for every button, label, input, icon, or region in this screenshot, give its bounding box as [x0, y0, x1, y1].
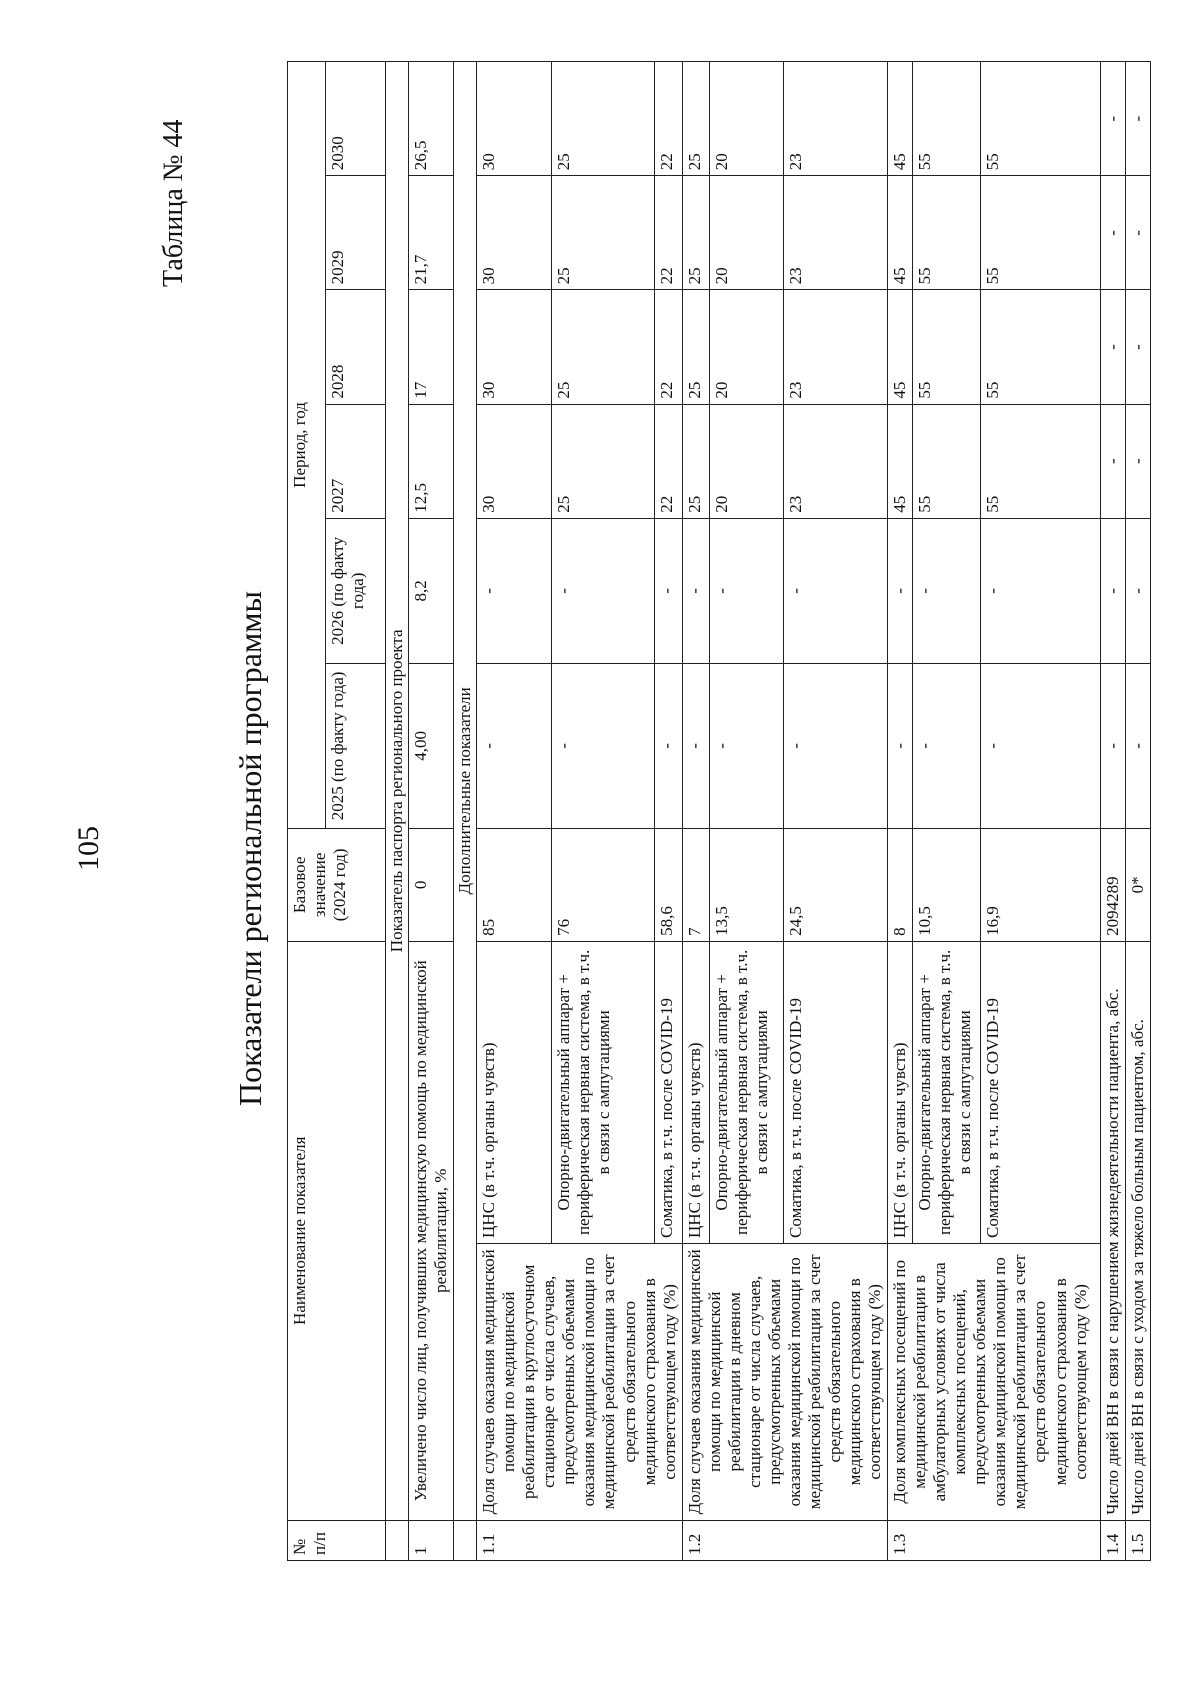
table-cell: 1 — [409, 1520, 454, 1560]
table-cell: 30 — [477, 404, 552, 518]
table-cell: Опорно-двигательный аппарат + периферическая нервная система, в т.ч. в связи с ампутациями — [552, 941, 654, 1243]
table-cell: 4,00 — [409, 663, 454, 828]
table-cell: - — [710, 518, 784, 663]
table-cell: - — [981, 518, 1101, 663]
table-cell: 45 — [888, 404, 913, 518]
table-cell: - — [682, 518, 709, 663]
section-passport: Показатель паспорта регионального проекта — [386, 62, 409, 1521]
table-cell: 22 — [654, 62, 682, 176]
table-cell: 23 — [784, 290, 888, 404]
table-cell: - — [981, 663, 1101, 828]
table-cell: 12,5 — [409, 404, 454, 518]
table-cell: - — [654, 518, 682, 663]
table-cell: 20 — [710, 290, 784, 404]
table-cell: - — [1101, 176, 1126, 290]
table-cell: 45 — [888, 176, 913, 290]
table-cell: 45 — [888, 290, 913, 404]
table-cell: 55 — [981, 404, 1101, 518]
header-2028: 2028 — [326, 290, 386, 404]
table-cell: - — [888, 663, 913, 828]
table-cell: 58,6 — [654, 828, 682, 941]
table-cell: Доля комплексных посещений по медицинской реабилитации в амбулаторных условиях от числа комплексных посещений, предусмотренных объемами оказания медицинской помощи по медицинской реабилитации за счет средств обязательного медицинского страхования в соответствующем году (%) — [888, 1243, 1101, 1520]
table-cell: - — [913, 518, 981, 663]
table-cell: 55 — [981, 290, 1101, 404]
table-cell: - — [913, 663, 981, 828]
table-cell: 55 — [981, 62, 1101, 176]
table-cell: 16,9 — [981, 828, 1101, 941]
section-additional: Дополнительные показатели — [454, 62, 477, 1521]
table-cell: - — [784, 518, 888, 663]
table-cell: - — [1126, 404, 1151, 518]
table-cell: Доля случаев оказания медицинской помощи по медицинской реабилитации в круглосуточном стационаре от числа случаев, предусмотренных объемами оказания медицинской помощи по медицинской реабилитации за счет средств обязательного медицинского страхования в соответствующем году (%) — [477, 1243, 682, 1520]
table-row — [409, 62, 454, 1561]
section-row-additional — [454, 62, 477, 1561]
header-period: Период, год — [288, 62, 326, 829]
section-blank — [386, 1520, 409, 1560]
table-cell: 76 — [552, 828, 654, 941]
table-cell: - — [552, 518, 654, 663]
table-cell: - — [1126, 290, 1151, 404]
table-cell: Соматика, в т.ч. после COVID-19 — [981, 941, 1101, 1243]
table-cell: 1.4 — [1101, 1520, 1126, 1560]
table-cell: 55 — [913, 404, 981, 518]
table-cell: Опорно-двигательный аппарат + периферическая нервная система, в т.ч. в связи с ампутациями — [913, 941, 981, 1243]
table-cell: 20 — [710, 176, 784, 290]
table-cell: - — [1126, 62, 1151, 176]
table-cell: 23 — [784, 404, 888, 518]
table-cell: - — [1126, 518, 1151, 663]
table-cell: 17 — [409, 290, 454, 404]
table-cell: - — [1101, 290, 1126, 404]
table-cell: - — [477, 518, 552, 663]
table-cell: - — [1101, 663, 1126, 828]
table-cell: 85 — [477, 828, 552, 941]
table-cell: 25 — [552, 290, 654, 404]
table-cell: Число дней ВН в связи с нарушением жизнедеятельности пациента, абс. — [1101, 941, 1126, 1520]
table-cell: 0* — [1126, 828, 1151, 941]
table-cell: - — [1101, 62, 1126, 176]
header-2029: 2029 — [326, 176, 386, 290]
table-row — [1101, 62, 1126, 1561]
table-cell: - — [1101, 404, 1126, 518]
header-name: Наименование показателя — [288, 941, 386, 1520]
table-cell: 7 — [682, 828, 709, 941]
header-base: Базовое значение (2024 год) — [288, 828, 386, 941]
table-cell: 22 — [654, 404, 682, 518]
table-row — [1126, 62, 1151, 1561]
table-cell: Число дней ВН в связи с уходом за тяжело больным пациентом, абс. — [1126, 941, 1151, 1520]
header-2025: 2025 (по факту года) — [326, 663, 386, 828]
table-cell: - — [1126, 176, 1151, 290]
table-cell: 1.2 — [682, 1520, 887, 1560]
table-row — [888, 62, 913, 1561]
table-cell: 55 — [913, 176, 981, 290]
table-cell: - — [1101, 518, 1126, 663]
table-cell: 45 — [888, 62, 913, 176]
table-cell: 1.1 — [477, 1520, 682, 1560]
table-cell: - — [654, 663, 682, 828]
table-cell: Соматика, в т.ч. после COVID-19 — [784, 941, 888, 1243]
table-cell: 20 — [710, 404, 784, 518]
header-2030: 2030 — [326, 62, 386, 176]
table-cell: 8,2 — [409, 518, 454, 663]
table-cell: 25 — [682, 176, 709, 290]
table-cell: Соматика, в т.ч. после COVID-19 — [654, 941, 682, 1243]
table-cell: 55 — [981, 176, 1101, 290]
table-cell: ЦНС (в т.ч. органы чувств) — [888, 941, 913, 1243]
table-cell: - — [784, 663, 888, 828]
table-cell: 25 — [552, 404, 654, 518]
page-number: 105 — [72, 826, 105, 871]
section-blank — [454, 1520, 477, 1560]
table-cell: 55 — [913, 290, 981, 404]
page-title: Показатели региональной программы — [232, 591, 268, 1106]
table-cell: 25 — [682, 404, 709, 518]
table-cell: 25 — [682, 290, 709, 404]
table-cell: Доля случаев оказания медицинской помощи по медицинской реабилитации в дневном стационаре от числа случаев, предусмотренных объемами оказания медицинской помощи по медицинской реабилитации за счет средств обязательного медицинского страхования в соответствующем году (%) — [682, 1243, 887, 1520]
table-cell: 30 — [477, 62, 552, 176]
table-cell: - — [477, 663, 552, 828]
table-cell: - — [552, 663, 654, 828]
indicators-table — [287, 61, 1151, 1561]
table-cell: 30 — [477, 176, 552, 290]
header-2026: 2026 (по факту года) — [326, 518, 386, 663]
table-cell: 0 — [409, 828, 454, 941]
table-cell: 25 — [552, 176, 654, 290]
table-cell: 25 — [552, 62, 654, 176]
table-cell: 24,5 — [784, 828, 888, 941]
header-2027: 2027 — [326, 404, 386, 518]
table-cell: 2094289 — [1101, 828, 1126, 941]
table-cell: 26,5 — [409, 62, 454, 176]
header-row — [288, 62, 326, 1561]
table-cell: 23 — [784, 62, 888, 176]
table-cell: 30 — [477, 290, 552, 404]
table-cell: - — [888, 518, 913, 663]
table-cell: 8 — [888, 828, 913, 941]
table-cell: - — [682, 663, 709, 828]
table-number: Таблица № 44 — [158, 119, 189, 287]
table-cell: 23 — [784, 176, 888, 290]
table-cell: ЦНС (в т.ч. органы чувств) — [477, 941, 552, 1243]
table-cell: 25 — [682, 62, 709, 176]
table-cell: 20 — [710, 62, 784, 176]
table-cell: - — [1126, 663, 1151, 828]
table-row — [682, 62, 709, 1561]
table-cell: 13,5 — [710, 828, 784, 941]
table-cell: 55 — [913, 62, 981, 176]
table-cell: 21,7 — [409, 176, 454, 290]
header-num: № п/п — [288, 1520, 386, 1560]
table-cell: 10,5 — [913, 828, 981, 941]
section-row-passport — [386, 62, 409, 1561]
table-cell: 22 — [654, 290, 682, 404]
table-row — [477, 62, 552, 1561]
table-cell: ЦНС (в т.ч. органы чувств) — [682, 941, 709, 1243]
table-cell: 1.3 — [888, 1520, 1101, 1560]
table-cell: Увеличено число лиц, получивших медицинскую помощь по медицинской реабилитации, % — [409, 941, 454, 1520]
table-cell: Опорно-двигательный аппарат + периферическая нервная система, в т.ч. в связи с ампутациями — [710, 941, 784, 1243]
table-cell: 22 — [654, 176, 682, 290]
table-cell: - — [710, 663, 784, 828]
table-cell: 1.5 — [1126, 1520, 1151, 1560]
